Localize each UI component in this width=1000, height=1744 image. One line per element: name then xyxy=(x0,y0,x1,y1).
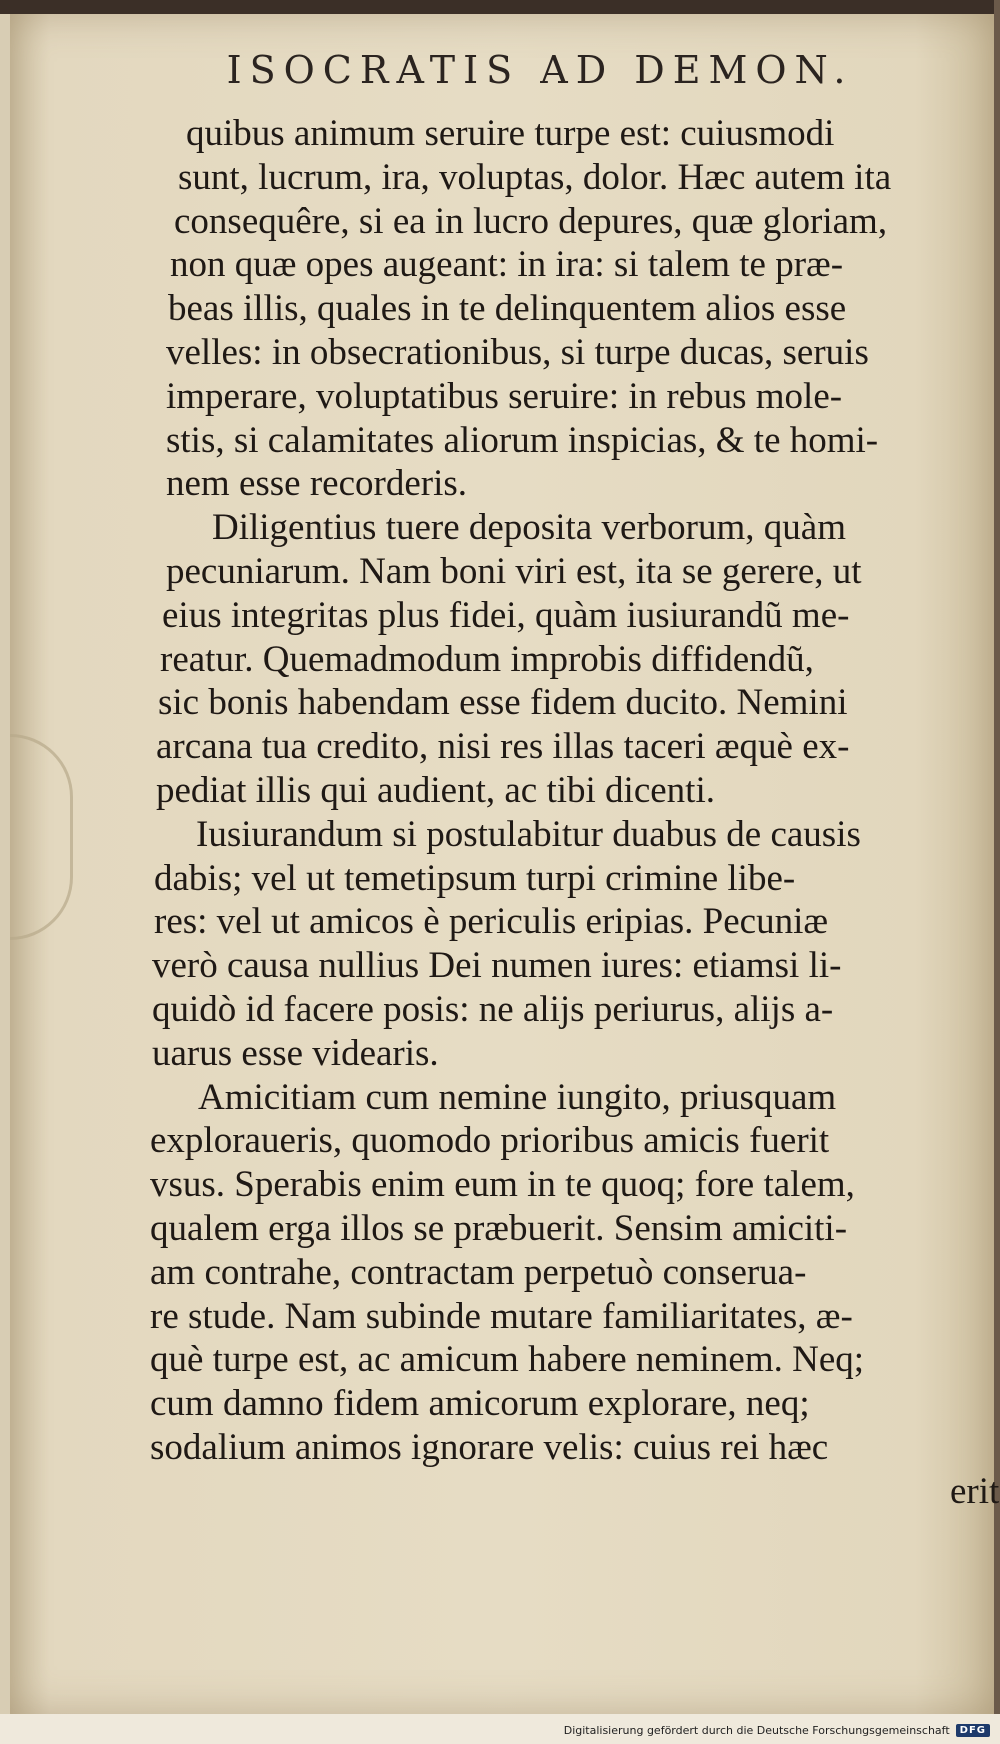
text-line: stis, si calamitates aliorum inspicias, & te homi- xyxy=(166,419,879,461)
text-line: non quæ opes augeant: in ira: si talem te præ- xyxy=(170,244,844,286)
text-line: nem esse recorderis. xyxy=(166,463,468,505)
text-line: sic bonis habendam esse fidem ducito. Nemini xyxy=(158,682,848,724)
text-line: reatur. Quemadmodum improbis diffidendũ, xyxy=(160,638,814,680)
text-line: dabis; vel ut temetipsum turpi crimine libe- xyxy=(154,857,796,899)
body-text xyxy=(150,112,1000,1514)
text-line: re stude. Nam subinde mutare familiaritates, æ- xyxy=(150,1295,853,1337)
text-line: vsus. Sperabis enim eum in te quoq; fore talem, xyxy=(150,1164,855,1206)
text-line: am contrahe, contractam perpetuò conserua- xyxy=(150,1251,807,1293)
paragraph-start-line: Iusiurandum si postulabitur duabus de causis xyxy=(196,813,861,855)
text-line: cum damno fidem amicorum explorare, neq; xyxy=(150,1383,810,1425)
text-line: uarus esse videaris. xyxy=(152,1032,439,1074)
dfg-logo: DFG xyxy=(956,1724,990,1737)
digitization-credit xyxy=(564,1724,990,1737)
scan-top-edge xyxy=(0,0,1000,14)
text-line: arcana tua credito, nisi res illas taceri æquè ex- xyxy=(156,726,850,768)
text-line: res: vel ut amicos è periculis eripias. Pecuniæ xyxy=(154,901,829,943)
text-line: què turpe est, ac amicum habere neminem. Neq; xyxy=(150,1339,865,1381)
text-line: quidò id facere posis: ne alijs periurus, alijs a- xyxy=(152,988,834,1030)
catchword: erit xyxy=(950,1470,1000,1512)
text-line: sodalium animos ignorare velis: cuius rei hæc xyxy=(150,1426,829,1468)
text-line: velles: in obsecrationibus, si turpe ducas, seruis xyxy=(166,331,869,373)
text-line: consequêre, si ea in lucro depures, quæ gloriam, xyxy=(174,200,888,242)
paragraph-start-line: Amicitiam cum nemine iungito, priusquam xyxy=(198,1076,837,1118)
text-line: sunt, lucrum, ira, voluptas, dolor. Hæc autem ita xyxy=(178,156,892,198)
text-line: qualem erga illos se præbuerit. Sensim amiciti- xyxy=(150,1207,848,1249)
text-line: pediat illis qui audient, ac tibi dicenti. xyxy=(156,769,715,811)
page-fold-shadow xyxy=(10,734,73,940)
text-line: eius integritas plus fidei, quàm iusiurandũ me- xyxy=(162,594,850,636)
text-line: verò causa nullius Dei numen iures: etiamsi li- xyxy=(152,945,842,987)
text-line: exploraueris, quomodo prioribus amicis fuerit xyxy=(150,1120,830,1162)
running-head: ISOCRATIS AD DEMON. xyxy=(226,48,854,92)
text-line: beas illis, quales in te delinquentem alios esse xyxy=(168,288,847,330)
text-line: imperare, voluptatibus seruire: in rebus mole- xyxy=(166,375,843,417)
credit-text: Digitalisierung gefördert durch die Deutsche Forschungsgemeinschaft xyxy=(563,1724,950,1737)
text-line: pecuniarum. Nam boni viri est, ita se gerere, ut xyxy=(166,550,862,592)
text-line: quibus animum seruire turpe est: cuiusmodi xyxy=(186,113,835,154)
paragraph-start-line: Diligentius tuere deposita verborum, quàm xyxy=(212,507,846,549)
